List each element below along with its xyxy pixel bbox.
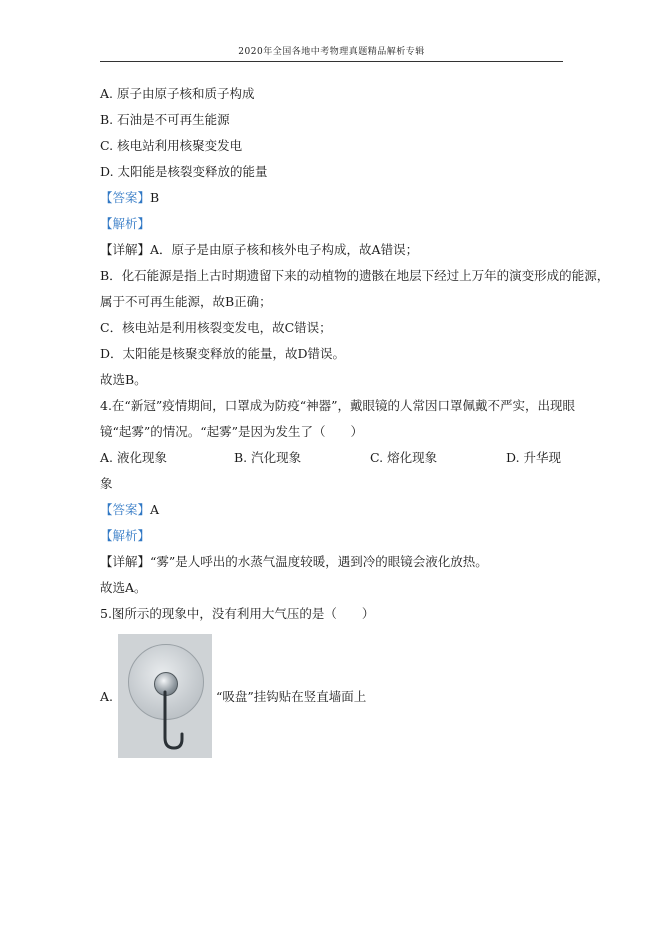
- q3-conclusion: 故选B。: [100, 372, 147, 387]
- q4-option-b: B. 汽化现象: [234, 450, 302, 465]
- q3-option-d: D. 太阳能是核裂变释放的能量: [100, 164, 268, 179]
- q5-option-a-text: “吸盘”挂钩贴在竖直墙面上: [216, 689, 367, 704]
- q3-analysis-tag: 【解析】: [100, 216, 151, 231]
- q4-detail: [100, 554, 488, 570]
- page-header: 2020年全国各地中考物理真题精品解析专辑: [238, 47, 425, 57]
- q4-analysis-tag: 【解析】: [100, 528, 151, 543]
- q3-option-c: C. 核电站利用核聚变发电: [100, 138, 243, 153]
- q3-detail-3: 属于不可再生能源，故B正确；: [100, 294, 272, 309]
- q4-option-d-wrap: 象: [100, 476, 113, 491]
- q3-detail-4: C．核电站是利用核裂变发电，故C错误；: [100, 320, 332, 335]
- header-divider: [100, 61, 563, 62]
- q3-detail-2: B．化石能源是指上古时期遗留下来的动植物的遗骸在地层下经过上万年的演变形成的能源，: [100, 268, 610, 283]
- q3-option-a: A. 原子由原子核和质子构成: [100, 86, 255, 101]
- q3-detail-1: [100, 242, 418, 258]
- answer-value: B: [150, 190, 160, 205]
- detail-tag: 【详解】: [100, 554, 151, 569]
- answer-value: A: [150, 502, 160, 517]
- answer-tag: 【答案】: [100, 502, 151, 517]
- q4-stem-line-2: 镜“起雾”的情况。“起雾”是因为发生了（ ）: [100, 424, 364, 439]
- answer-tag: 【答案】: [100, 190, 151, 205]
- detail-tag: 【详解】: [100, 242, 151, 257]
- q5-option-a-label: A.: [100, 689, 114, 704]
- q5-stem: 5.图所示的现象中，没有利用大气压的是（ ）: [100, 606, 375, 621]
- q3-answer: [100, 190, 159, 206]
- q3-detail-5: D．太阳能是核聚变释放的能量，故D错误。: [100, 346, 346, 361]
- detail-text: A．原子是由原子核和核外电子构成，故A错误；: [150, 242, 419, 257]
- q4-option-a: A. 液化现象: [100, 450, 167, 465]
- hook-icon: [118, 634, 212, 758]
- q4-option-c: C. 熔化现象: [370, 450, 438, 465]
- suction-cup-hook-photo: [118, 634, 212, 758]
- q3-option-b: B. 石油是不可再生能源: [100, 112, 230, 127]
- detail-text: “雾”是人呼出的水蒸气温度较暖，遇到冷的眼镜会液化放热。: [150, 554, 488, 569]
- q4-conclusion: 故选A。: [100, 580, 147, 595]
- q4-option-d: D. 升华现: [506, 450, 562, 465]
- q4-answer: [100, 502, 159, 518]
- q4-stem-line-1: 4.在“新冠”疫情期间，口罩成为防疫“神器”，戴眼镜的人常因口罩佩戴不严实，出现眼: [100, 398, 575, 413]
